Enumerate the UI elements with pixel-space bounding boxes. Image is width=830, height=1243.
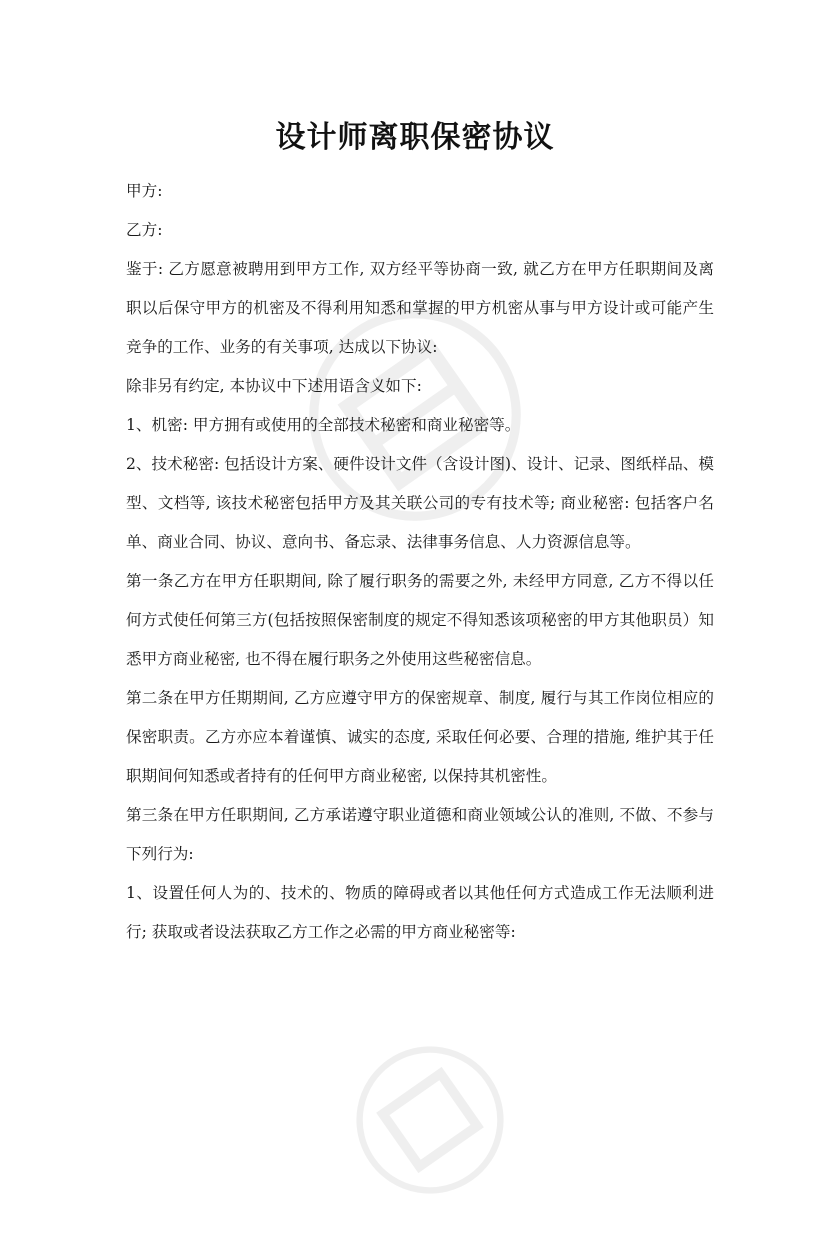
definition-technical-secrets: 2、技术秘密: 包括设计方案、硬件设计文件（含设计图)、设计、记录、图纸样品、模型、文档等, 该技术秘密包括甲方及其关联公司的专有技术等; 商业秘密: 包括客户名单、商业合同、协议、意向书、备忘录、法律事务信息、人力资源信息等。: [126, 455, 714, 551]
party-b-line: 乙方:: [126, 221, 163, 239]
article-three: 第三条在甲方任职期间, 乙方承诺遵守职业道德和商业领域公认的准则, 不做、不参与下列行为:: [126, 806, 714, 863]
definitions-intro: 除非另有约定, 本协议中下述用语含义如下:: [126, 377, 422, 395]
document-title: 设计师离职保密协议: [275, 120, 555, 155]
article-three-item-one: 1、设置任何人为的、技术的、物质的障碍或者以其他任何方式造成工作无法顺利进行; 获取或者设法获取乙方工作之必需的甲方商业秘密等:: [126, 884, 714, 941]
definition-confidential: 1、机密: 甲方拥有或使用的全部技术秘密和商业秘密等。: [126, 416, 521, 434]
preamble-paragraph: 鉴于: 乙方愿意被聘用到甲方工作, 双方经平等协商一致, 就乙方在甲方任职期间及离职以后保守甲方的机密及不得利用知悉和掌握的甲方机密从事与甲方设计或可能产生竞争的工作、业务的有关事项, 达成以下协议:: [126, 260, 714, 356]
watermark-icon: [302, 997, 558, 1243]
document-body: [126, 172, 714, 952]
article-one: 第一条乙方在甲方任职期间, 除了履行职务的需要之外, 未经甲方同意, 乙方不得以任何方式使任何第三方(包括按照保密制度的规定不得知悉该项秘密的甲方其他职员）知悉甲方商业秘密, 也不得在履行职务之外使用这些秘密信息。: [126, 572, 714, 668]
article-two: 第二条在甲方任期期间, 乙方应遵守甲方的保密规章、制度, 履行与其工作岗位相应的保密职责。乙方亦应本着谨慎、诚实的态度, 采取任何必要、合理的措施, 维护其于任职期间何知悉或者持有的任何甲方商业秘密, 以保持其机密性。: [126, 689, 714, 785]
party-a-line: 甲方:: [126, 182, 163, 200]
